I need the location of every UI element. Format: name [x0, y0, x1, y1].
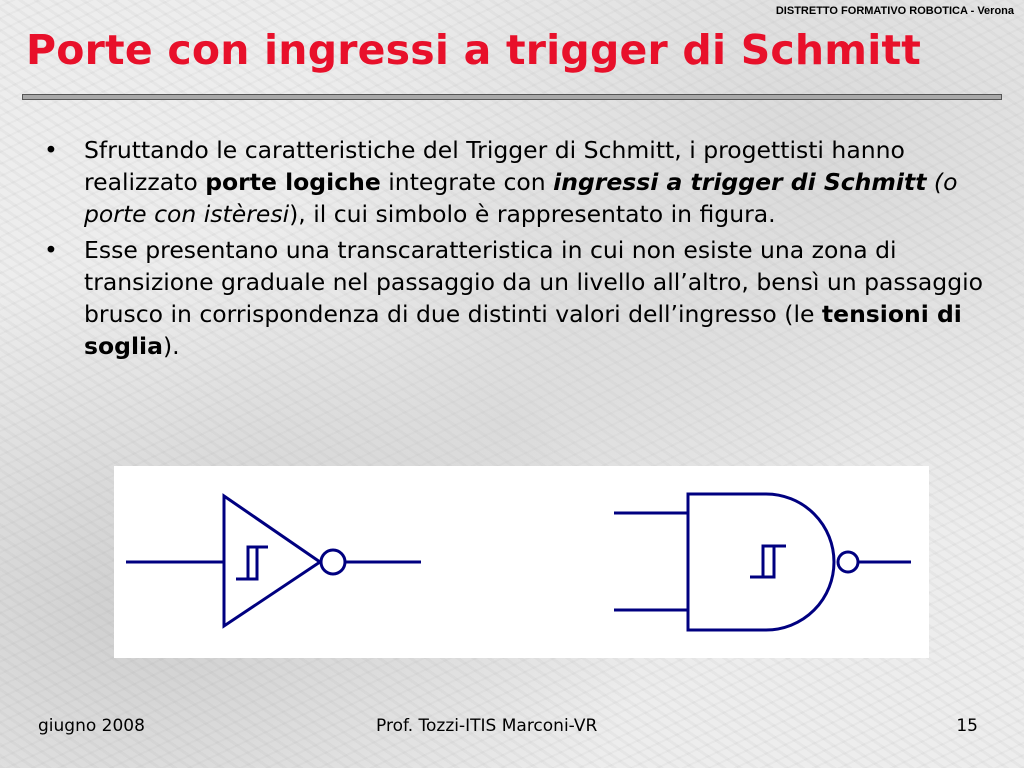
- nand-body: [688, 494, 834, 630]
- footer-date: giugno 2008: [38, 716, 145, 736]
- organization-label: DISTRETTO FORMATIVO ROBOTICA - Verona: [775, 5, 1014, 17]
- inverter-triangle: [224, 496, 320, 626]
- hysteresis-icon: [750, 546, 786, 577]
- title-divider: [22, 94, 1002, 100]
- bullet-list: [40, 134, 990, 366]
- gate-symbols-diagram: [114, 466, 929, 658]
- schmitt-inverter-symbol: [126, 496, 421, 626]
- inverter-bubble: [321, 550, 345, 574]
- bullet-item: • Esse presentano una transcaratteristica in cui non esiste una zona di transizione graduale nel passaggio da un livello all’altro, bensì un passaggio brusco in corrispondenza di due distinti valori dell’ingresso (le tensioni di soglia).: [40, 234, 990, 362]
- hysteresis-icon: [236, 547, 268, 579]
- slide-title: Porte con ingressi a trigger di Schmitt: [26, 26, 922, 74]
- schmitt-gates-figure: [114, 466, 929, 658]
- nand-bubble: [838, 552, 858, 572]
- bullet-item: • Sfruttando le caratteristiche del Trigger di Schmitt, i progettisti hanno realizzato porte logiche integrate con ingressi a trigger di Schmitt (o porte con istèresi), il cui simbolo è rappresentato in figura.: [40, 134, 990, 230]
- schmitt-nand-symbol: [614, 494, 911, 630]
- footer-author: Prof. Tozzi-ITIS Marconi-VR: [376, 716, 598, 736]
- page-number: 15: [956, 716, 978, 736]
